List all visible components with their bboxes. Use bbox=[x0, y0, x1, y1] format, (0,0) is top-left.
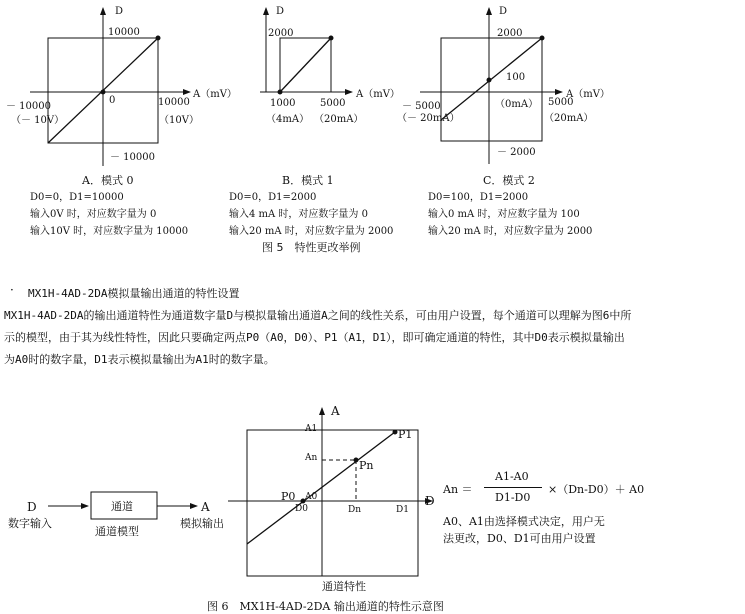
label-p1: P1 bbox=[398, 428, 413, 441]
mode0-desc-1: D0=0，D1=10000 bbox=[30, 192, 124, 203]
mode1-desc-1: D0=0，D1=2000 bbox=[229, 192, 317, 203]
label-d1: D1 bbox=[396, 505, 409, 515]
mode0-caption: A．模式 0 bbox=[82, 174, 134, 187]
mode1-a-label: A（mV） bbox=[356, 89, 400, 100]
formula-rhs: ×（Dn-D0）＋ A0 bbox=[548, 483, 645, 496]
formula-lhs: An ＝ bbox=[443, 483, 473, 496]
mode1-ytop: 2000 bbox=[268, 28, 294, 39]
mode2-mid-sub: （0mA） bbox=[495, 99, 539, 110]
paragraph-line-2: 示的模型，由于其为线性特性，因此只要确定两点P0（A0，D0）、P1（A1，D1），即可确定通道的特性，其中D0表示模拟量输出 bbox=[4, 331, 625, 344]
formula-denominator: D1-D0 bbox=[495, 491, 531, 504]
mode0-desc-3: 输入10V 时，对应数字量为 10000 bbox=[30, 226, 189, 237]
mode1-x1-sub: （4mA） bbox=[266, 114, 310, 125]
label-an: An bbox=[305, 453, 318, 463]
label-d0: D0 bbox=[295, 504, 308, 514]
mode0-d-label: D bbox=[115, 6, 124, 17]
input-label: 数字输入 bbox=[8, 517, 52, 530]
mode0-xleft-sub: （－ 10V） bbox=[11, 115, 65, 126]
label-dn: Dn bbox=[348, 505, 362, 515]
note-line-1: A0、A1由选择模式决定，用户无 bbox=[443, 515, 605, 528]
label-a0: A0 bbox=[305, 492, 318, 502]
note-line-2: 法更改，D0、D1可由用户设置 bbox=[443, 532, 596, 545]
mode0-origin: 0 bbox=[109, 95, 116, 106]
block-caption: 通道模型 bbox=[95, 525, 139, 538]
input-d: D bbox=[27, 500, 37, 514]
mode1-line bbox=[280, 38, 331, 92]
formula-numerator: A1-A0 bbox=[495, 470, 529, 483]
mode1-x2-sub: （20mA） bbox=[314, 114, 364, 125]
mode2-mid: 100 bbox=[506, 72, 526, 83]
mode1-desc-2: 输入4 mA 时，对应数字量为 0 bbox=[229, 209, 368, 220]
mode0-ytop: 10000 bbox=[108, 27, 140, 38]
mode1-d-label: D bbox=[276, 6, 285, 17]
mode2-desc-2: 输入0 mA 时，对应数字量为 100 bbox=[428, 209, 580, 220]
mode0-xleft: － 10000 bbox=[6, 101, 51, 112]
mode1-x1: 1000 bbox=[270, 98, 296, 109]
output-label: 模拟输出 bbox=[180, 517, 224, 530]
mode1-x2: 5000 bbox=[320, 98, 346, 109]
mode0-ybottom: － 10000 bbox=[110, 152, 155, 163]
section-heading: MX1H-4AD-2DA模拟量输出通道的特性设置 bbox=[28, 287, 240, 300]
mode2-xright-sub: （20mA） bbox=[544, 113, 594, 124]
output-a: A bbox=[201, 500, 210, 514]
chart-caption: 通道特性 bbox=[322, 580, 366, 593]
mode1-desc-3: 输入20 mA 时，对应数字量为 2000 bbox=[229, 226, 394, 237]
mode2-desc-1: D0=100，D1=2000 bbox=[428, 192, 529, 203]
paragraph-line-1: MX1H-4AD-2DA的输出通道特性为通道数字量D与模拟量输出通道A之间的线性关系，可由用户设置，每个通道可以理解为图6中所 bbox=[4, 309, 632, 322]
paragraph-line-3: 为A0时的数字量，D1表示模拟量输出为A1时的数字量。 bbox=[4, 353, 275, 366]
mode2-a-label: A（mV） bbox=[566, 89, 610, 100]
chart-mode-2 bbox=[420, 8, 562, 164]
mode2-ybottom: － 2000 bbox=[497, 147, 536, 158]
label-a1: A1 bbox=[305, 424, 318, 434]
block-label: 通道 bbox=[111, 500, 133, 513]
mode2-xleft: － 5000 bbox=[402, 101, 441, 112]
mode2-xright: 5000 bbox=[548, 97, 574, 108]
figure-5-title: 图 5 特性更改举例 bbox=[262, 241, 361, 254]
mode2-ytop: 2000 bbox=[497, 28, 523, 39]
label-pn: Pn bbox=[359, 459, 374, 472]
mode1-caption: B．模式 1 bbox=[282, 174, 334, 187]
formula-fraction-bar bbox=[484, 487, 542, 488]
mode0-desc-2: 输入0V 时，对应数字量为 0 bbox=[30, 209, 157, 220]
mode2-caption: C．模式 2 bbox=[483, 174, 535, 187]
chart-mode-1 bbox=[260, 8, 352, 94]
mode2-xleft-sub: （－ 20mA） bbox=[397, 113, 460, 124]
mode2-desc-3: 输入20 mA 时，对应数字量为 2000 bbox=[428, 226, 593, 237]
mode0-a-label: A（mV） bbox=[193, 89, 237, 100]
chart-axis-a: A bbox=[331, 404, 340, 418]
mode0-xright: 10000 bbox=[158, 97, 190, 108]
mode2-d-label: D bbox=[499, 6, 508, 17]
figure-6-title: 图 6 MX1H-4AD-2DA 输出通道的特性示意图 bbox=[207, 600, 444, 613]
section-paragraph bbox=[4, 305, 742, 371]
section-bullet: · bbox=[10, 283, 14, 297]
chart-axis-d: D bbox=[425, 494, 435, 508]
mode0-xright-sub: （10V） bbox=[159, 115, 199, 126]
label-p0: P0 bbox=[281, 490, 296, 503]
mode2-frame bbox=[441, 38, 542, 141]
